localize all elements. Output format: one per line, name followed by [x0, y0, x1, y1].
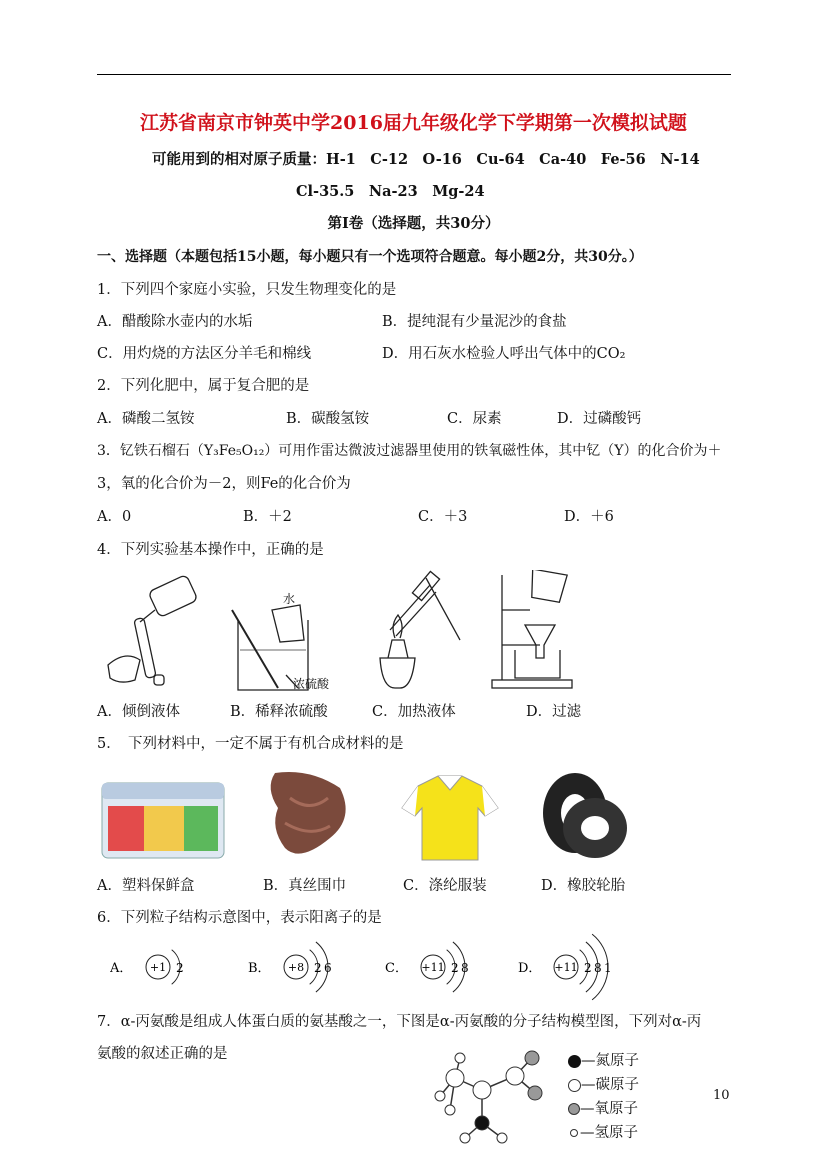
shell-electron-count: 2: [176, 961, 184, 975]
legend-hydrogen: —氢原子: [568, 1124, 668, 1148]
molecule-legend: [568, 1052, 668, 1148]
q2-option-b: B．碳酸氢铵: [286, 411, 370, 427]
q4-option-b: B．稀释浓硫酸: [230, 704, 328, 720]
heating-liquid-figure: [380, 571, 460, 688]
q3-option-b: B．＋2: [243, 509, 292, 525]
q4-lab-figures: [100, 570, 740, 695]
particle-diagram-a: [110, 950, 184, 984]
legend-label: 碳原子: [595, 1077, 639, 1093]
particle-option-label: B．: [248, 961, 271, 976]
particle-diagram-d: [518, 934, 612, 1000]
rubber-tire-photo: [543, 773, 627, 858]
polyester-shirt-photo: [402, 776, 498, 860]
legend-oxygen: —氧原子: [568, 1100, 668, 1124]
carbon-atom-icon: [568, 1079, 581, 1092]
q5-option-a: A．塑料保鲜盒: [97, 878, 195, 894]
header-rule: [97, 74, 731, 75]
q7-stem-line-2: 氨酸的叙述正确的是: [97, 1046, 228, 1062]
q5-option-b: B．真丝围巾: [263, 878, 347, 894]
atomic-mass-line-2: Cl-35.5 Na-23 Mg-24: [296, 183, 485, 200]
nitrogen-atom-icon: [568, 1055, 581, 1068]
filtration-figure: [492, 570, 572, 688]
q1-option-d: D．用石灰水检验人呼出气体中的CO₂: [382, 346, 626, 362]
q2-option-d: D．过磷酸钙: [557, 411, 642, 427]
shell-electron-count: 8: [594, 961, 602, 975]
particle-option-label: A．: [110, 961, 133, 976]
shell-electron-count: 2: [314, 961, 322, 975]
q1-option-a: A．醋酸除水壶内的水垢: [97, 314, 253, 330]
atomic-mass-line-1: 可能用到的相对原子质量：H-1 C-12 O-16 Cu-64 Ca-40 Fe-56 N-14: [152, 151, 700, 168]
q2-stem: 2．下列化肥中，属于复合肥的是: [97, 378, 310, 394]
q5-material-photos: [100, 768, 660, 868]
shell-electron-count: 2: [451, 961, 459, 975]
legend-label: 氮原子: [595, 1053, 639, 1069]
shell-electron-count: 1: [604, 961, 612, 975]
q1-option-b: B．提纯混有少量泥沙的食盐: [382, 314, 567, 330]
page-number: 10: [713, 1088, 730, 1103]
q3-stem-line-2: 3，氧的化合价为－2，则Fe的化合价为: [97, 476, 351, 492]
part-title: 第Ⅰ卷（选择题，共30分）: [327, 215, 500, 232]
label-water: 水: [283, 592, 296, 606]
shell-electron-count: 6: [324, 961, 332, 975]
q5-option-d: D．橡胶轮胎: [541, 878, 626, 894]
nucleus-charge: +11: [421, 961, 445, 974]
q4-option-a: A．倾倒液体: [97, 704, 180, 720]
q5-option-c: C．涤纶服装: [403, 878, 487, 894]
pouring-liquid-figure: [108, 574, 198, 685]
hydrogen-atom-icon: [570, 1129, 578, 1137]
section-title: 一、选择题（本题包括15小题，每小题只有一个选项符合题意。每小题2分，共30分。）: [97, 249, 643, 265]
q7-stem-line-1: 7．α-丙氨酸是组成人体蛋白质的氨基酸之一，下图是α-丙氨酸的分子结构模型图，下列对α-丙: [97, 1014, 702, 1030]
nucleus-charge: +8: [287, 961, 305, 974]
q3-option-d: D．＋6: [564, 509, 614, 525]
legend-carbon: —碳原子: [568, 1076, 668, 1100]
particle-option-label: D．: [518, 961, 542, 976]
nucleus-charge: +1: [149, 961, 167, 974]
paper-title: 江苏省南京市钟英中学2016届九年级化学下学期第一次模拟试题: [140, 112, 687, 134]
nucleus-charge: +11: [554, 961, 578, 974]
q1-option-c: C．用灼烧的方法区分羊毛和棉线: [97, 346, 312, 362]
q3-option-a: A．0: [97, 509, 132, 525]
silk-scarf-photo: [271, 772, 346, 854]
q2-option-c: C．尿素: [447, 411, 502, 427]
q3-option-c: C．＋3: [418, 509, 468, 525]
alanine-molecule-model: [420, 1048, 560, 1148]
shell-electron-count: 8: [461, 961, 469, 975]
plastic-box-photo: [102, 783, 224, 858]
q6-particle-diagrams: [110, 930, 650, 1010]
q1-stem: 1．下列四个家庭小实验，只发生物理变化的是: [97, 282, 397, 298]
legend-nitrogen: —氮原子: [568, 1052, 668, 1076]
particle-option-label: C．: [385, 961, 408, 976]
q3-stem-line-1: 3．钇铁石榴石（Y₃Fe₅O₁₂）可用作雷达微波过滤器里使用的铁氧磁性体，其中钇（Y）的化合价为＋: [97, 443, 722, 459]
q5-stem: 5． 下列材料中，一定不属于有机合成材料的是: [97, 736, 404, 752]
legend-label: 氢原子: [594, 1125, 638, 1141]
q4-stem: 4．下列实验基本操作中，正确的是: [97, 542, 324, 558]
particle-diagram-b: [248, 942, 332, 992]
q4-option-d: D．过滤: [526, 704, 582, 720]
q6-stem: 6．下列粒子结构示意图中，表示阳离子的是: [97, 910, 382, 926]
label-conc-acid: 浓硫酸: [293, 677, 330, 691]
particle-diagram-c: [385, 942, 469, 992]
shell-electron-count: 2: [584, 961, 592, 975]
oxygen-atom-icon: [568, 1103, 580, 1115]
legend-label: 氧原子: [594, 1101, 638, 1117]
q4-option-c: C．加热液体: [372, 704, 456, 720]
q2-option-a: A．磷酸二氢铵: [97, 411, 195, 427]
